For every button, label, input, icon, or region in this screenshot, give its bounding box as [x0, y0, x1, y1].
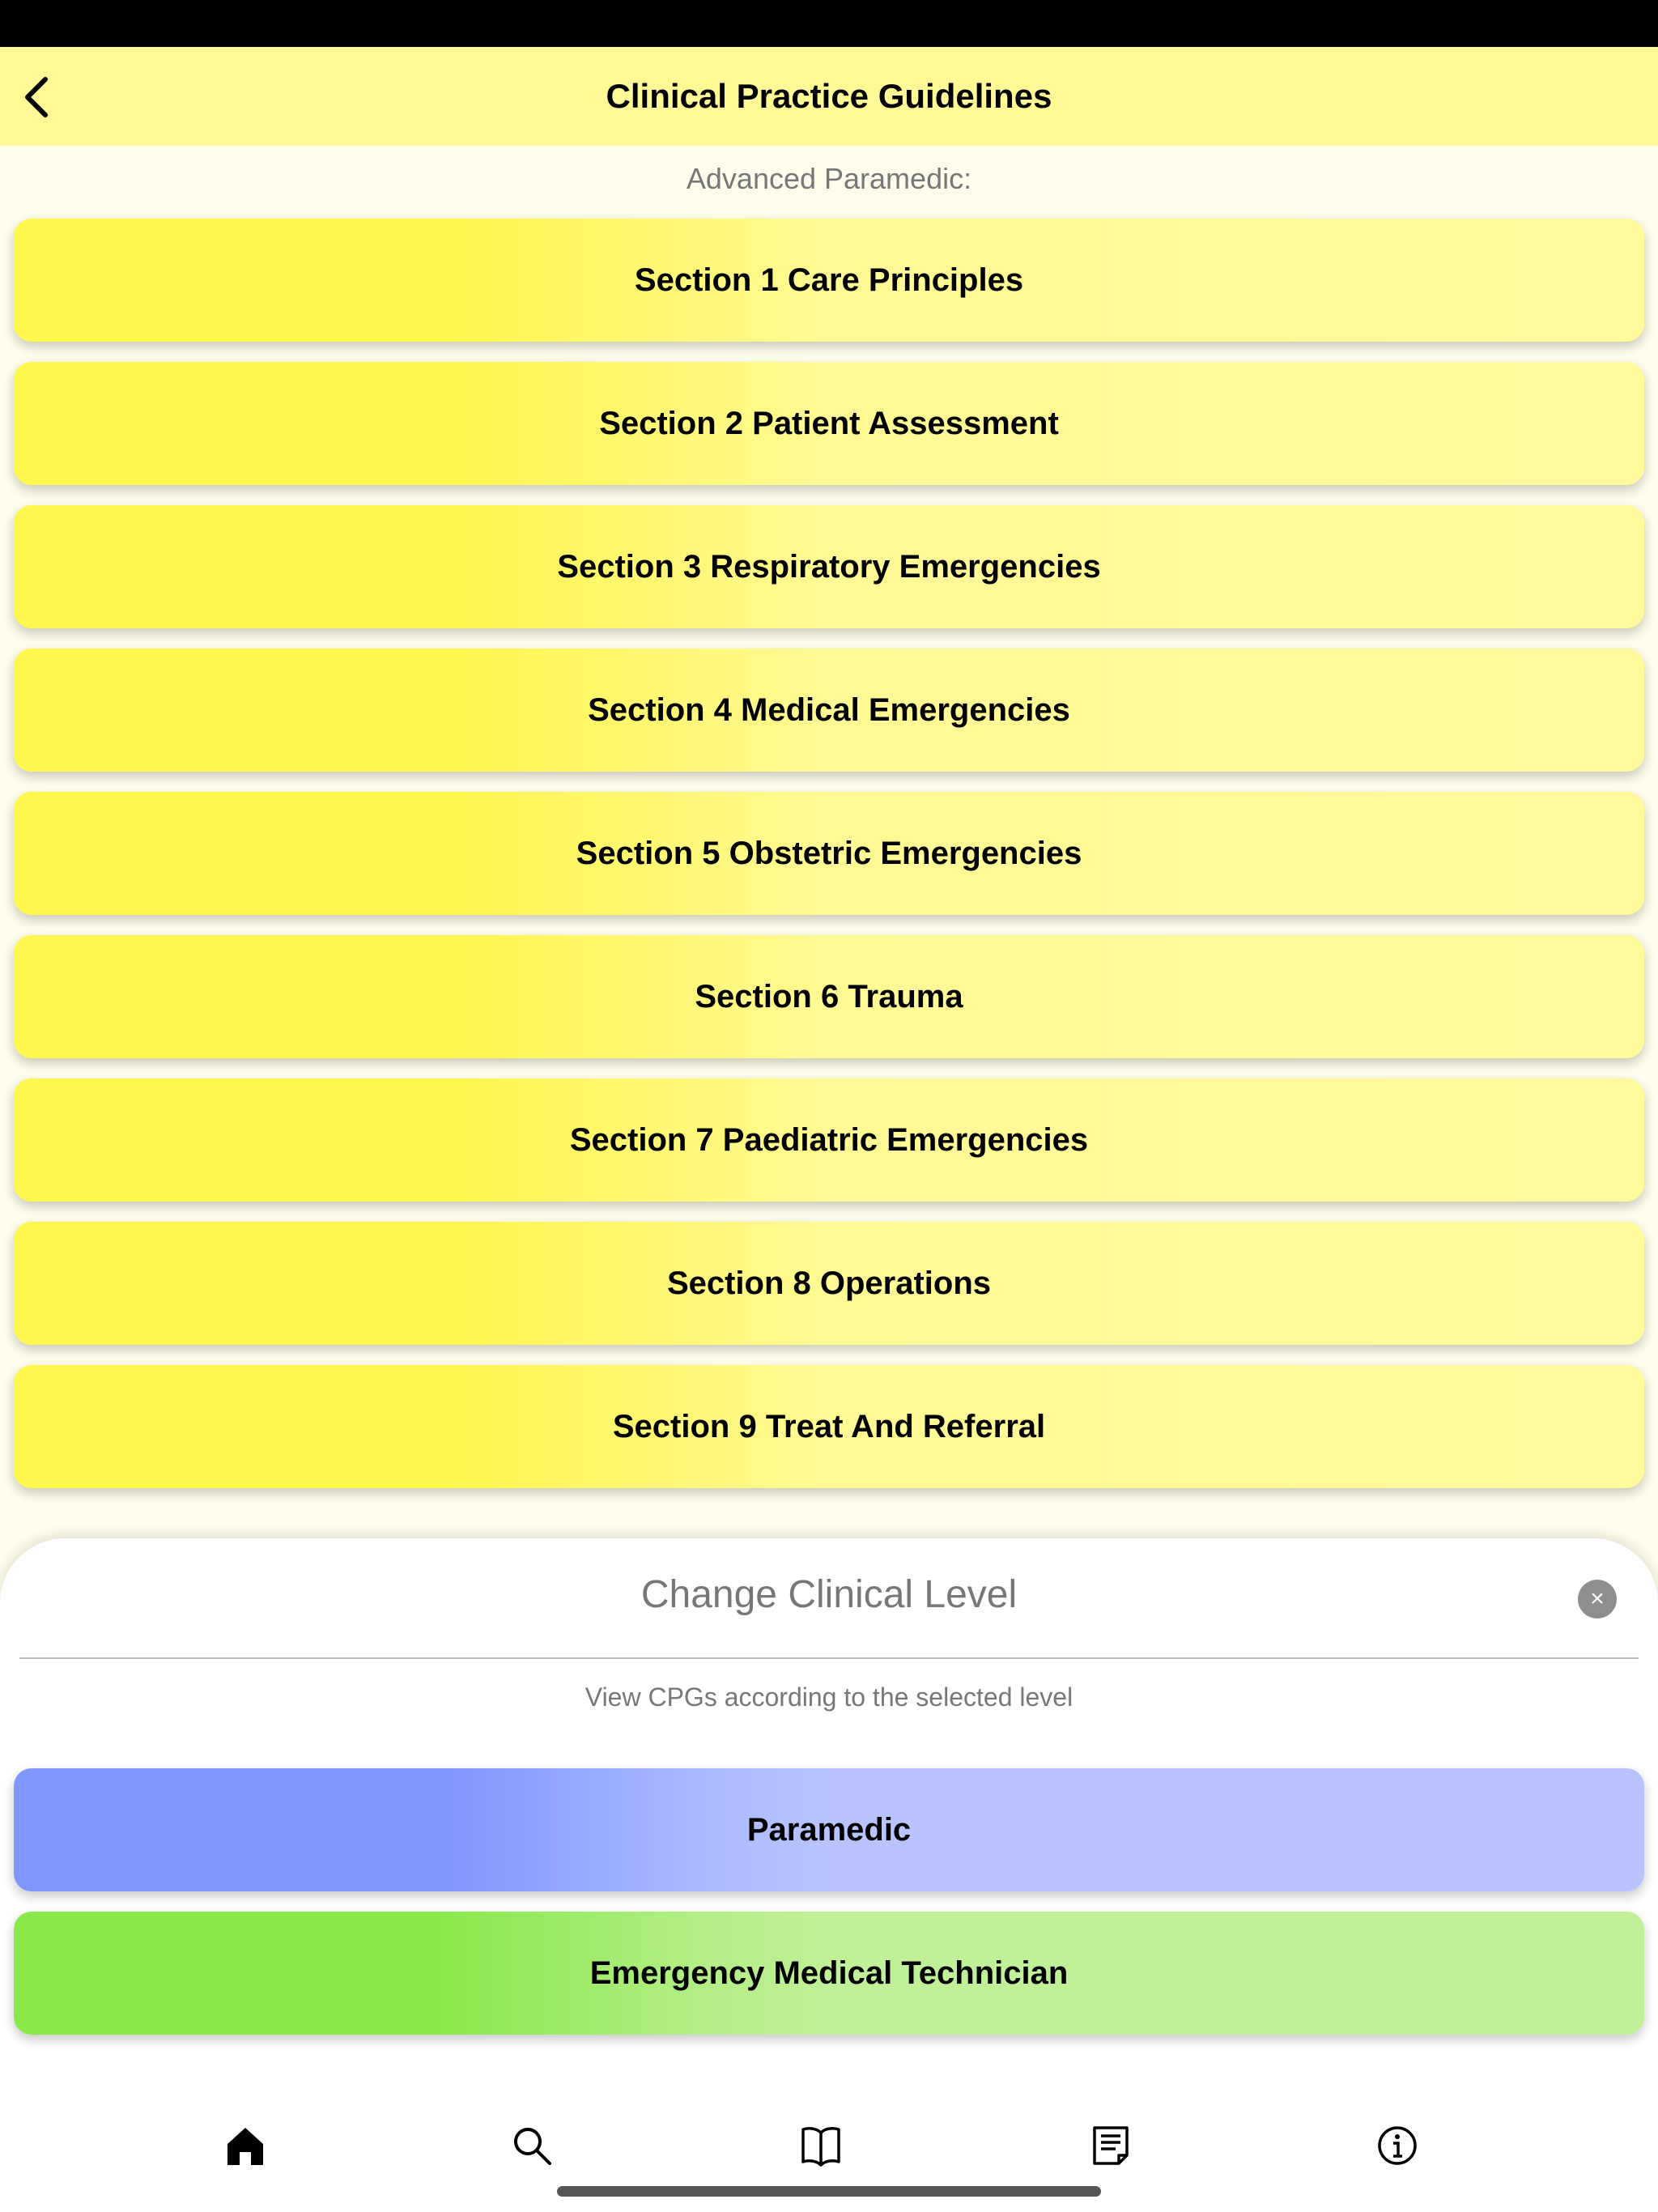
section-5-button[interactable]: Section 5 Obstetric Emergencies [14, 792, 1644, 915]
paramedic-level-button[interactable]: Paramedic [14, 1768, 1644, 1891]
section-6-button[interactable]: Section 6 Trauma [14, 935, 1644, 1058]
section-9-button[interactable]: Section 9 Treat And Referral [14, 1365, 1644, 1488]
section-2-button[interactable]: Section 2 Patient Assessment [14, 362, 1644, 485]
search-icon[interactable] [508, 2121, 556, 2170]
level-label: Advanced Paramedic: [686, 162, 972, 195]
sheet-subtitle: View CPGs according to the selected level [585, 1682, 1073, 1712]
section-1-button[interactable]: Section 1 Care Principles [14, 219, 1644, 342]
section-7-button[interactable]: Section 7 Paediatric Emergencies [14, 1078, 1644, 1202]
section-8-button[interactable]: Section 8 Operations [14, 1222, 1644, 1345]
nav-bar [0, 47, 1658, 146]
status-bar [0, 0, 1658, 47]
sheet-title: Change Clinical Level [640, 1573, 1018, 1616]
home-indicator[interactable] [557, 2186, 1101, 2197]
book-icon[interactable] [797, 2121, 845, 2170]
divider [19, 1657, 1639, 1659]
notes-icon[interactable] [1086, 2121, 1135, 2170]
page-title: Clinical Practice Guidelines [606, 77, 1052, 115]
chevron-left-icon[interactable] [21, 76, 53, 118]
emt-level-button[interactable]: Emergency Medical Technician [14, 1912, 1644, 2035]
info-icon[interactable] [1373, 2121, 1422, 2170]
close-icon[interactable]: × [1578, 1580, 1617, 1619]
section-3-button[interactable]: Section 3 Respiratory Emergencies [14, 505, 1644, 628]
section-4-button[interactable]: Section 4 Medical Emergencies [14, 649, 1644, 772]
home-icon[interactable] [221, 2121, 270, 2170]
